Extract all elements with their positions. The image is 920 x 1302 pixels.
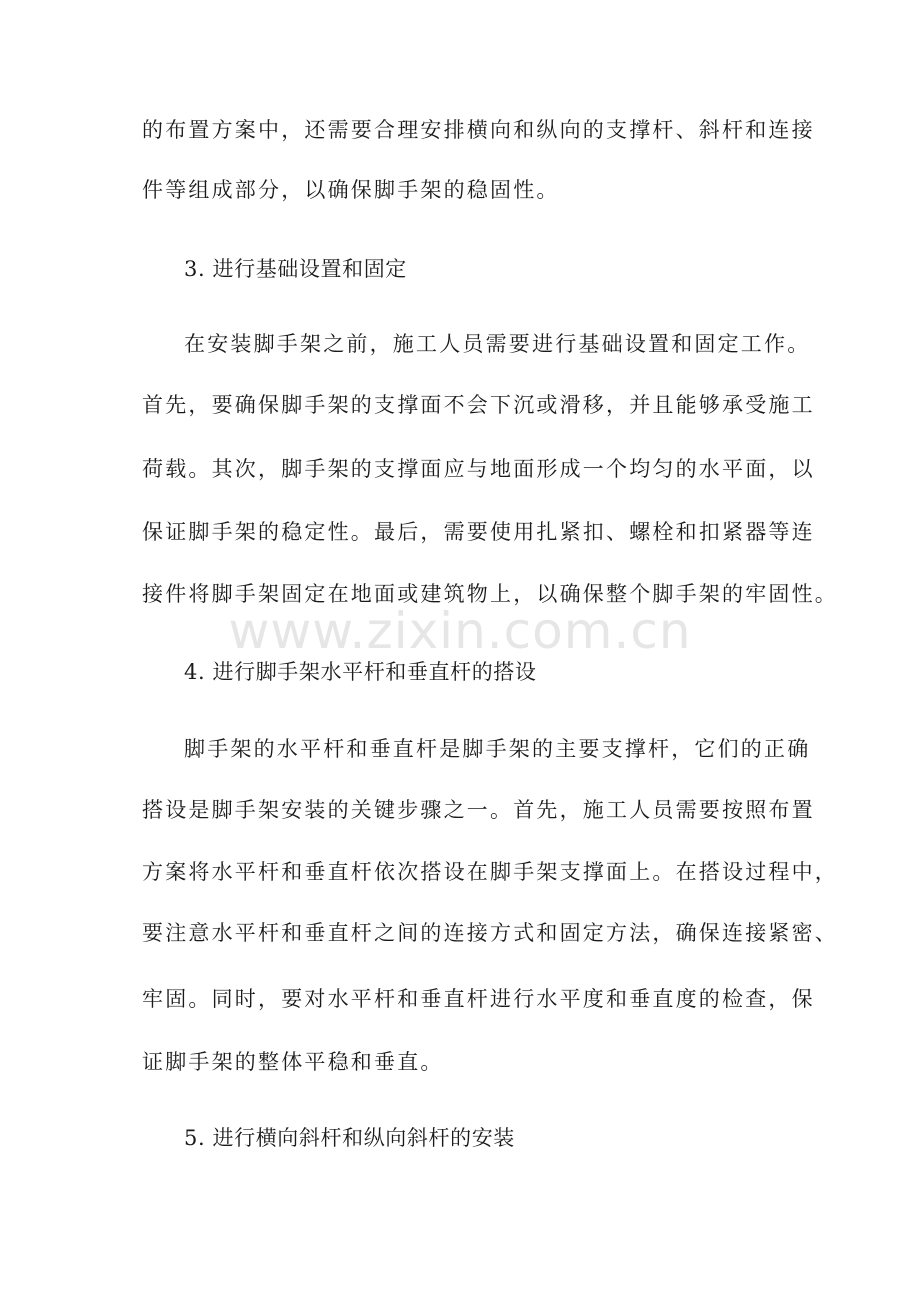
paragraph-line: 保证脚手架的稳定性。最后，需要使用扎紧扣、螺栓和扣紧器等连 bbox=[142, 520, 815, 544]
watermark: www.zixin.com.cn bbox=[228, 602, 692, 660]
section-heading-5: 5. 进行横向斜杆和纵向斜杆的安装 bbox=[184, 1126, 515, 1150]
paragraph-line: 搭设是脚手架安装的关键步骤之一。首先，施工人员需要按照布置 bbox=[142, 798, 815, 822]
paragraph-line: 首先，要确保脚手架的支撑面不会下沉或滑移，并且能够承受施工 bbox=[142, 393, 815, 417]
paragraph-line: 接件将脚手架固定在地面或建筑物上，以确保整个脚手架的牢固性。 bbox=[142, 582, 838, 606]
paragraph-line: 的布置方案中，还需要合理安排横向和纵向的支撑杆、斜杆和连接 bbox=[142, 118, 815, 142]
section-heading-4: 4. 进行脚手架水平杆和垂直杆的搭设 bbox=[184, 660, 537, 684]
paragraph-line: 在安装脚手架之前，施工人员需要进行基础设置和固定工作。 bbox=[184, 332, 811, 356]
paragraph-line: 方案将水平杆和垂直杆依次搭设在脚手架支撑面上。在搭设过程中， bbox=[142, 860, 838, 884]
paragraph-line: 要注意水平杆和垂直杆之间的连接方式和固定方法，确保连接紧密、 bbox=[142, 921, 838, 945]
section-heading-3: 3. 进行基础设置和固定 bbox=[184, 257, 407, 281]
paragraph-line: 证脚手架的整体平稳和垂直。 bbox=[142, 1050, 444, 1074]
paragraph-line: 荷载。其次，脚手架的支撑面应与地面形成一个均匀的水平面，以 bbox=[142, 457, 815, 481]
paragraph-line: 件等组成部分，以确保脚手架的稳固性。 bbox=[142, 178, 560, 202]
paragraph-line: 脚手架的水平杆和垂直杆是脚手架的主要支撑杆，它们的正确 bbox=[184, 737, 811, 761]
paragraph-line: 牢固。同时，要对水平杆和垂直杆进行水平度和垂直度的检查，保 bbox=[142, 987, 815, 1011]
